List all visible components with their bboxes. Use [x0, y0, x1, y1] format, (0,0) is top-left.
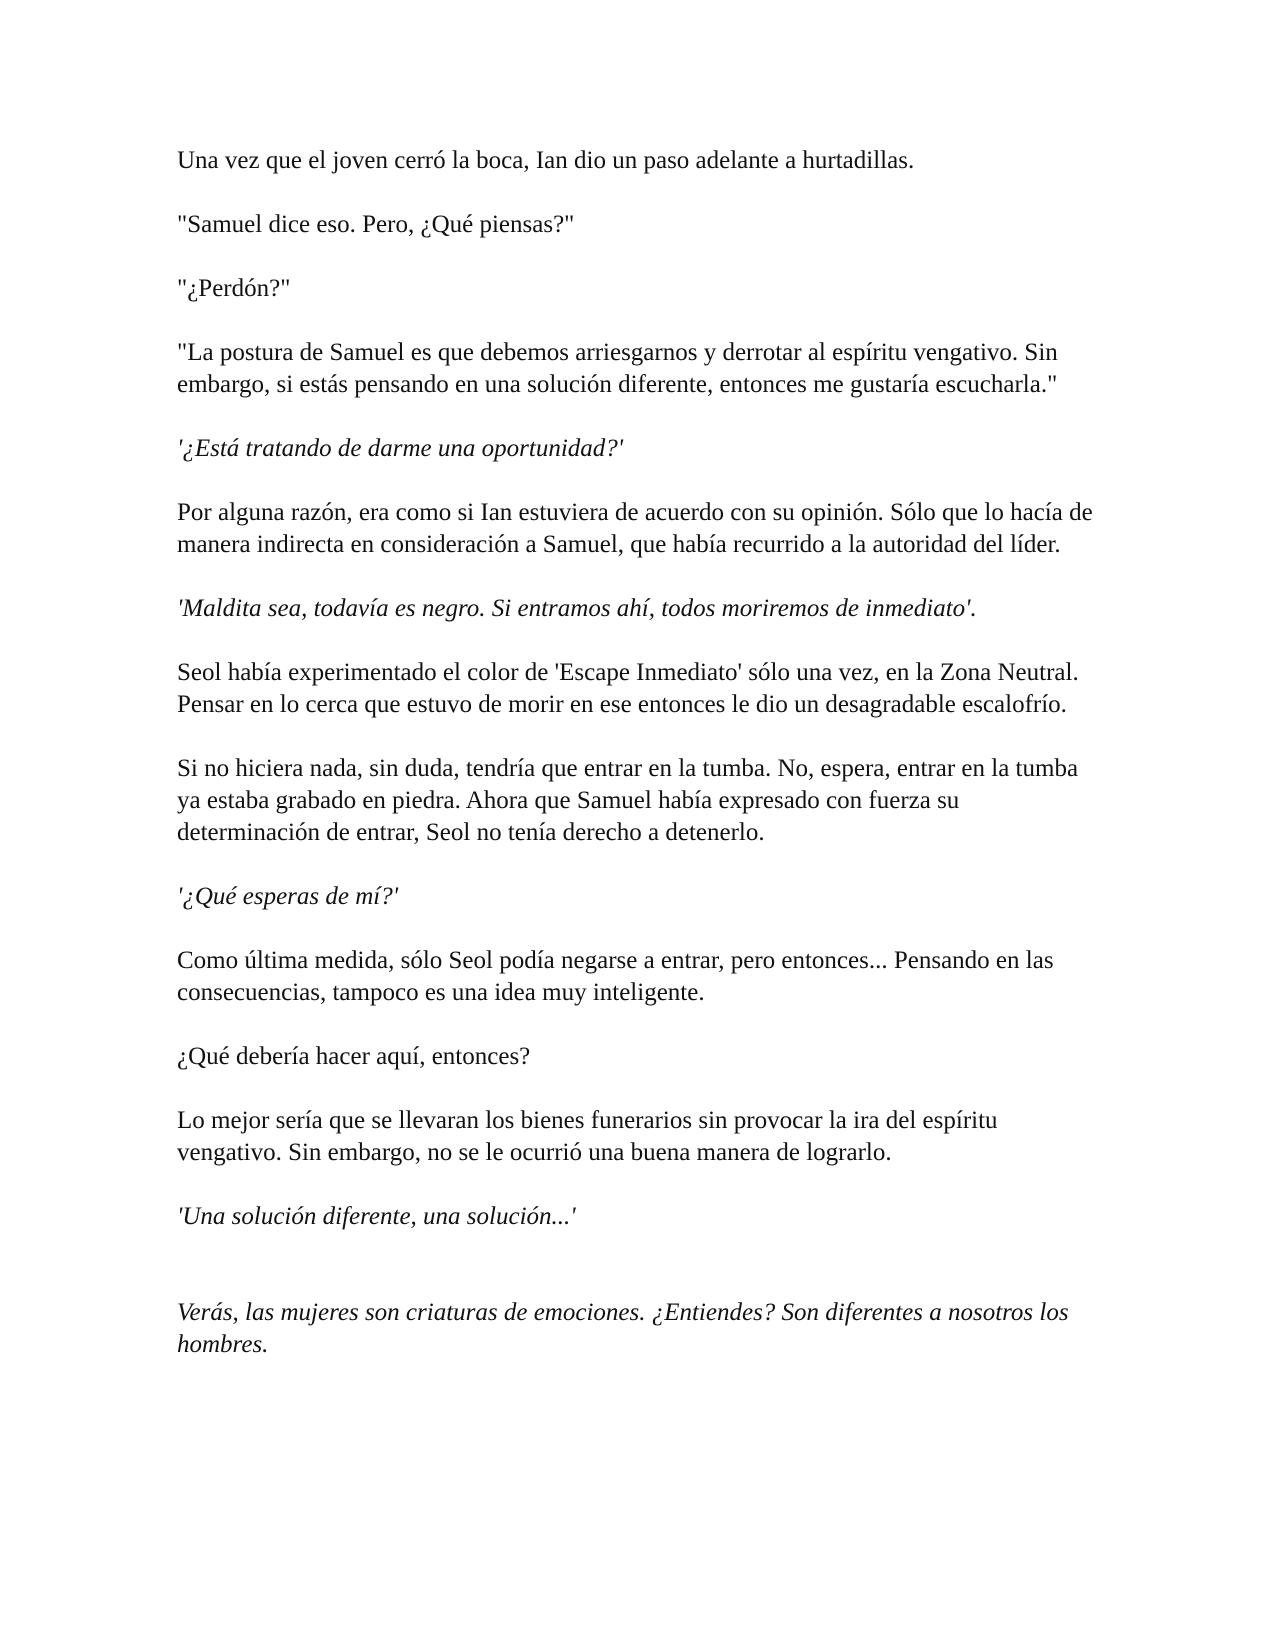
paragraph-6: Por alguna razón, era como si Ian estuviera de acuerdo con su opinión. Sólo que lo hacía de manera indirecta en consideración a Samuel, que había recurrido a la autoridad del líder. — [177, 499, 1093, 558]
paragraph-10-thought: '¿Qué esperas de mí?' — [177, 883, 399, 910]
paragraph-4: "La postura de Samuel es que debemos arriesgarnos y derrotar al espíritu vengativo. Sin embargo, si estás pensando en una solución diferente, entonces me gustaría escucharla." — [177, 339, 1058, 398]
paragraph-9: Si no hiciera nada, sin duda, tendría que entrar en la tumba. No, espera, entrar en la tumba ya estaba grabado en piedra. Ahora que Samuel había expresado con fuerza su determinación de entrar, Seol no tenía derecho a detenerlo. — [177, 755, 1079, 846]
paragraph-12: ¿Qué debería hacer aquí, entonces? — [177, 1043, 531, 1070]
paragraph-3: "¿Perdón?" — [177, 275, 291, 302]
paragraph-11: Como última medida, sólo Seol podía negarse a entrar, pero entonces... Pensando en las consecuencias, tampoco es una idea muy inteligente. — [177, 947, 1054, 1006]
paragraph-7-thought: 'Maldita sea, todavía es negro. Si entramos ahí, todos moriremos de inmediato'. — [177, 595, 977, 622]
paragraph-5-thought: '¿Está tratando de darme una oportunidad?' — [177, 435, 624, 462]
paragraph-15-flashback: Verás, las mujeres son criaturas de emociones. ¿Entiendes? Son diferentes a nosotros los hombres. — [177, 1299, 1069, 1358]
paragraph-8: Seol había experimentado el color de 'Escape Inmediato' sólo una vez, en la Zona Neutral. Pensar en lo cerca que estuvo de morir en ese entonces le dio un desagradable escalofrío. — [177, 659, 1079, 718]
paragraph-13: Lo mejor sería que se llevaran los bienes funerarios sin provocar la ira del espíritu vengativo. Sin embargo, no se le ocurrió una buena manera de lograrlo. — [177, 1107, 998, 1166]
paragraph-14-thought: 'Una solución diferente, una solución...' — [177, 1203, 576, 1230]
paragraph-1: Una vez que el joven cerró la boca, Ian dio un paso adelante a hurtadillas. — [177, 147, 915, 174]
paragraph-2: "Samuel dice eso. Pero, ¿Qué piensas?" — [177, 211, 575, 238]
